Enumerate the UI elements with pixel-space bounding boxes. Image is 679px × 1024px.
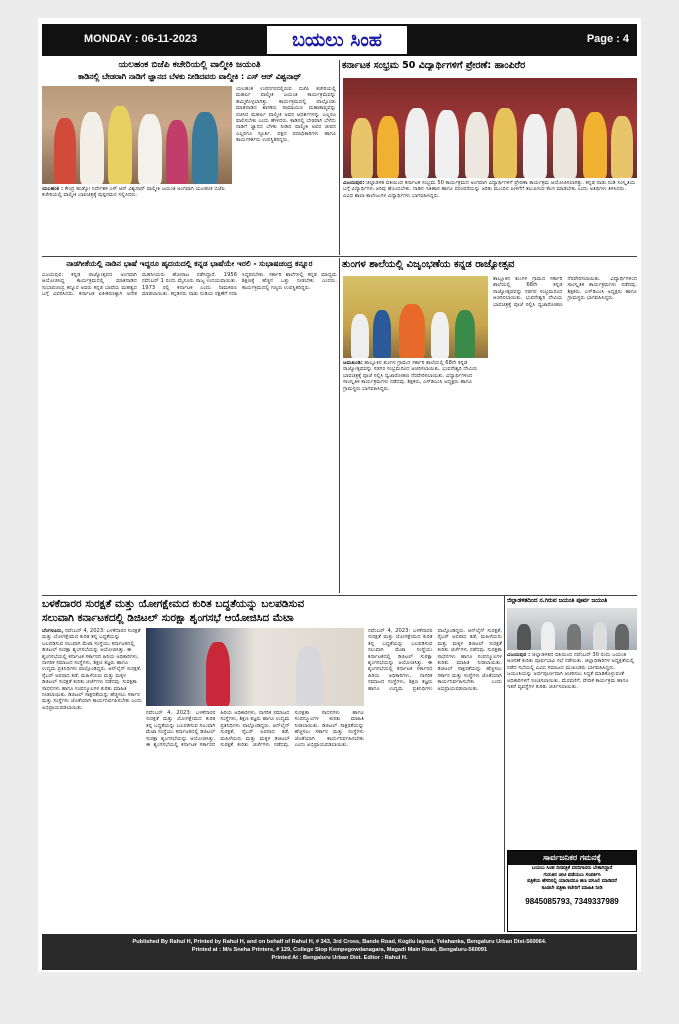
- notice-line-2: ಗುರುತಿನ ಚೀಟಿ ಪಡೆಯಲು ಸಂಪರ್ಕಿಸಿ: [543, 872, 601, 878]
- article6-headline: ಜಿಲ್ಲಾಡಳಿತದಿಂದ ನ.ಗಿರುವ ಜಯಂತಿ ಪೂರ್ವ ಜಯಂತಿ: [507, 598, 608, 604]
- newspaper-title: ಬಯಲು ಸಿಂಹ: [267, 26, 407, 54]
- notice-line-1: ಬಯಲು ಸಿಂಹ ದಿನಪತ್ರಿಕೆ ವರದಿಗಾರರು ಬೇಕಾಗಿದ್ದಾರೆ: [531, 866, 613, 871]
- article4-headline: ತುಂಗಳ ಶಾಲೆಯಲ್ಲಿ ವಿಜೃಂಭಣೆಯ ಕನ್ನಡ ರಾಜ್ಯೋತ್ಸವ: [342, 259, 515, 270]
- column-divider: [504, 596, 505, 932]
- article1-headline-1: ಯಲಹಂಕ ಬಿಜೆಪಿ ಕಚೇರಿಯಲ್ಲಿ ವಾಲ್ಮೀಕಿ ಜಯಂತಿ: [118, 60, 261, 70]
- article2-headline: ಕರ್ನಾಟಕ ಸಂಭ್ರಮ 50 ವಿದ್ಯಾರ್ಥಿಗಳಿಗೆ ಪ್ರೇರಣೆ: ಹಾಂಪಿರೆರ: [342, 60, 526, 71]
- article2-photo: [343, 78, 637, 178]
- article1-body: ಯಲಹಂಕ ಉಪನಗರದಲ್ಲಿರುವ ಬಿಜೆಪಿ ಕಚೇರಿಯಲ್ಲಿ ಮಹರ್ಷಿ ವಾಲ್ಮೀಕಿ ಜಯಂತಿ ಕಾರ್ಯಕ್ರಮವನ್ನು ಹಮ್ಮಿಕೊಳ್ಳಲಾಗಿತ್ತು. ಕಾರ್ಯಕ್ರಮದಲ್ಲಿ ಪಾಲ್ಗೊಂಡು ಮಾತನಾಡಿದ ಶಾಸಕರು ರಾಮಾಯಣ ಮಹಾಕಾವ್ಯವನ್ನು ರಚಿಸಿದ ಮಹರ್ಷಿ ವಾಲ್ಮೀಕಿ ಅವರ ಆದರ್ಶಗಳನ್ನು ಎಲ್ಲರೂ ಪಾಲಿಸಬೇಕು ಎಂದು ಹೇಳಿದರು. ಕಾಡಿನಲ್ಲಿ ಬೇಡರಾಗಿ ಬೆಳೆದು ನಾಡಿಗೆ ಜ್ಞಾನದ ಬೆಳಕು ನೀಡಿದ ವಾಲ್ಮೀಕಿ ಅವರ ಜೀವನ ಎಲ್ಲರಿಗೂ ಸ್ಫೂರ್ತಿ. ಪಕ್ಷದ ಪದಾಧಿಕಾರಿಗಳು ಹಾಗೂ ಕಾರ್ಯಕರ್ತರು ಉಪಸ್ಥಿತರಿದ್ದರು.: [236, 86, 336, 144]
- article6-photo: [507, 608, 637, 650]
- article5-headline-1: ಬಳಕೆದಾರರ ಸುರಕ್ಷತೆ ಮತ್ತು ಯೋಗಕ್ಷೇಮದ ಕುರಿತ ಬದ್ಧತೆಯನ್ನು ಬಲಪಡಿಸುವ: [42, 598, 305, 610]
- imprint-line-2: Printed at : M/s Sneha Printers, # 129, College Stop Kempegowdanagara, Magadi Main Road, Bengaluru-560091: [191, 947, 488, 953]
- notice-line-3: ಪತ್ರಿಕೆಯ ಹೆಸರಿನಲ್ಲಿ ಯಾರಾದರೂ ಹಣ ವಸೂಲಿ ಮಾಡಿದರೆ: [527, 879, 617, 885]
- notice-line-4: ಕೂಡಲೇ ಪತ್ರಿಕಾ ಕಚೇರಿಗೆ ಮಾಹಿತಿ ನೀಡಿ: [541, 885, 603, 891]
- article6-body-wrap: [507, 652, 637, 850]
- imprint-line-3: Printed At : Bengaluru Urban Dist. Editor : Rahul H.: [271, 955, 408, 961]
- caption-lead: ವಿಜಯಪುರ:: [343, 180, 365, 186]
- caption-lead: ವಿಜಯಪುರ :: [507, 652, 531, 658]
- page-number: Page : 4: [586, 33, 629, 45]
- article5-body-wrap: [42, 628, 142, 928]
- masthead: [42, 24, 637, 56]
- newspaper-page: [38, 18, 641, 972]
- article5-photo: [146, 628, 364, 706]
- caption-text: ಕೇಂದ್ರ ಹುಡ್ಕೋ ನಿರ್ದೇಶಕ ಎಸ್ ಆರ್ ವಿಶ್ವನಾಥ್ ವಾಲ್ಮೀಕಿ ಜಯಂತಿ ಅಂಗವಾಗಿ ಯಲಹಂಕ ಬಿಜೆಪಿ ಕಚೇರಿಯಲ್ಲಿ ವಾಲ್ಮೀಕಿ ಭಾವಚಿತ್ರಕ್ಕೆ ಪುಷ್ಪನಮನ ಸಲ್ಲಿಸಿದರು.: [42, 186, 225, 199]
- article4-continued: ತಾಲ್ಲೂಕಿನ ತುಂಗಳ ಗ್ರಾಮದ ಸರ್ಕಾರಿ ಶಾಲೆಯಲ್ಲಿ 68ನೇ ಕನ್ನಡ ರಾಜ್ಯೋತ್ಸವವನ್ನು ಸಡಗರ ಸಂಭ್ರಮದಿಂದ ಆಚರಿಸಲಾಯಿತು. ಭುವನೇಶ್ವರಿ ದೇವಿಯ ಭಾವಚಿತ್ರಕ್ಕೆ ಪೂಜೆ ಸಲ್ಲಿಸಿ ಧ್ವಜಾರೋಹಣ ನೆರವೇರಿಸಲಾಯಿತು. ವಿದ್ಯಾರ್ಥಿಗಳಿಂದ ಸಾಂಸ್ಕೃತಿಕ ಕಾರ್ಯಕ್ರಮಗಳು ನಡೆದವು. ಶಿಕ್ಷಕರು, ಎಸ್‌ಡಿಎಂಸಿ ಅಧ್ಯಕ್ಷರು ಹಾಗೂ ಗ್ರಾಮಸ್ಥರು ಭಾಗವಹಿಸಿದ್ದರು.: [493, 276, 637, 308]
- article1-caption: [42, 186, 232, 251]
- dateline: ಬೆಂಗಳೂರು,: [42, 628, 64, 634]
- public-notice-box: [507, 850, 637, 932]
- article3-headline: ನಾಡಗೀತೆಯಲ್ಲಿ ನಾಡಿನ ಭಾಷೆ ಇದ್ದರೂ ಹೃದಯದಲ್ಲಿ ಕನ್ನಡ ಭಾಷೆಯೇ ಇರಲಿ - ಸುಭಾಷಚಂದ್ರ ಕನ್ನೂರ: [66, 259, 313, 268]
- notice-title: ಸಾರ್ವಜನಿಕರ ಗಮನಕ್ಕೆ: [508, 851, 636, 865]
- imprint-line-1: Published By Rahul H, Printed by Rahul H, and on behalf of Rahul H, # 343, 3rd Cross, Bande Road, Kogilu layout, Yelahanka, Bengaluru Urban Dist-560064.: [132, 939, 547, 945]
- article2-body-wrap: [343, 180, 637, 254]
- article5-body: ನವೆಂಬರ್ 4, 2023: ಬಳಕೆದಾರರ ಸುರಕ್ಷತೆ ಮತ್ತು ಯೋಗಕ್ಷೇಮದ ಕುರಿತ ತನ್ನ ಬದ್ಧತೆಯನ್ನು ಬಲಪಡಿಸುವ ಸಲುವಾಗಿ ಮೆಟಾ ಸಂಸ್ಥೆಯು ಕರ್ನಾಟಕದಲ್ಲಿ ಡಿಜಿಟಲ್ ಸುರಕ್ಷಾ ಶೃಂಗಸಭೆಯನ್ನು ಆಯೋಜಿಸಿತ್ತು. ಈ ಶೃಂಗಸಭೆಯಲ್ಲಿ ಕರ್ನಾಟಕ ಸರ್ಕಾರದ ಹಿರಿಯ ಅಧಿಕಾರಿಗಳು, ನಾಗರಿಕ ಸಮಾಜದ ಸಂಸ್ಥೆಗಳು, ಶಿಕ್ಷಣ ತಜ್ಞರು ಹಾಗೂ ಉದ್ಯಮ ಪ್ರತಿನಿಧಿಗಳು ಪಾಲ್ಗೊಂಡಿದ್ದರು. ಆನ್‌ಲೈನ್ ಸುರಕ್ಷತೆ, ಸೈಬರ್ ಅಪರಾಧ ತಡೆ, ಮಹಿಳೆಯರು ಮತ್ತು ಮಕ್ಕಳ ಡಿಜಿಟಲ್ ಸುರಕ್ಷತೆ ಕುರಿತು ಚರ್ಚೆಗಳು ನಡೆದವು. ಸುರಕ್ಷತಾ ಸಾಧನಗಳು ಹಾಗೂ ಸಂಪನ್ಮೂಲಗಳ ಕುರಿತು ಮಾಹಿತಿ ನೀಡಲಾಯಿತು. ಡಿಜಿಟಲ್ ಸಾಕ್ಷರತೆಯನ್ನು ಹೆಚ್ಚಿಸಲು ಸರ್ಕಾರ ಮತ್ತು ಸಂಸ್ಥೆಗಳು ಜೊತೆಯಾಗಿ ಕಾರ್ಯನಿರ್ವಹಿಸಬೇಕು ಎಂದು ಅಭಿಪ್ರಾಯಪಡಲಾಯಿತು.: [42, 628, 142, 711]
- section-divider: [42, 595, 637, 596]
- article3-body: ವಿಜಯಪುರ: ಕನ್ನಡ ರಾಜ್ಯೋತ್ಸವದ ಅಂಗವಾಗಿ ಆಯೋಜಿಸಿದ್ದ ಕಾರ್ಯಕ್ರಮದಲ್ಲಿ ಮಾತನಾಡಿದ ಸುಭಾಷಚಂದ್ರ ಕನ್ನೂರ ಅವರು ಕನ್ನಡ ಭಾಷೆಯ ಮಹತ್ವದ ಬಗ್ಗೆ ವಿವರಿಸಿದರು. ಕರ್ನಾಟಕ ಏಕೀಕರಣಕ್ಕಾಗಿ ಅನೇಕ ಮಹನೀಯರು ಹೋರಾಟ ನಡೆಸಿದ್ದಾರೆ. 1956 ನವೆಂಬರ್ 1 ರಂದು ಮೈಸೂರು ರಾಜ್ಯ ಉದಯವಾಯಿತು. 1973 ರಲ್ಲಿ ಕರ್ನಾಟಕ ಎಂದು ನಾಮಕರಣ ಮಾಡಲಾಯಿತು. ಕನ್ನಡಿಗರು ನಾಡು ನುಡಿಯ ರಕ್ಷಣೆಗೆ ಸದಾ ಸಿದ್ಧರಿರಬೇಕು. ಸರ್ಕಾರಿ ಶಾಲೆಗಳಲ್ಲಿ ಕನ್ನಡ ಮಾಧ್ಯಮ ಶಿಕ್ಷಣಕ್ಕೆ ಹೆಚ್ಚಿನ ಒತ್ತು ನೀಡಬೇಕು ಎಂದರು. ಕಾರ್ಯಕ್ರಮದಲ್ಲಿ ಗಣ್ಯರು ಉಪಸ್ಥಿತರಿದ್ದರು.: [42, 272, 337, 298]
- article5-continued: ನವೆಂಬರ್ 4, 2023: ಬಳಕೆದಾರರ ಸುರಕ್ಷತೆ ಮತ್ತು ಯೋಗಕ್ಷೇಮದ ಕುರಿತ ತನ್ನ ಬದ್ಧತೆಯನ್ನು ಬಲಪಡಿಸುವ ಸಲುವಾಗಿ ಮೆಟಾ ಸಂಸ್ಥೆಯು ಕರ್ನಾಟಕದಲ್ಲಿ ಡಿಜಿಟಲ್ ಸುರಕ್ಷಾ ಶೃಂಗಸಭೆಯನ್ನು ಆಯೋಜಿಸಿತ್ತು. ಈ ಶೃಂಗಸಭೆಯಲ್ಲಿ ಕರ್ನಾಟಕ ಸರ್ಕಾರದ ಹಿರಿಯ ಅಧಿಕಾರಿಗಳು, ನಾಗರಿಕ ಸಮಾಜದ ಸಂಸ್ಥೆಗಳು, ಶಿಕ್ಷಣ ತಜ್ಞರು ಹಾಗೂ ಉದ್ಯಮ ಪ್ರತಿನಿಧಿಗಳು ಪಾಲ್ಗೊಂಡಿದ್ದರು. ಆನ್‌ಲೈನ್ ಸುರಕ್ಷತೆ, ಸೈಬರ್ ಅಪರಾಧ ತಡೆ, ಮಹಿಳೆಯರು ಮತ್ತು ಮಕ್ಕಳ ಡಿಜಿಟಲ್ ಸುರಕ್ಷತೆ ಕುರಿತು ಚರ್ಚೆಗಳು ನಡೆದವು. ಸುರಕ್ಷತಾ ಸಾಧನಗಳು ಹಾಗೂ ಸಂಪನ್ಮೂಲಗಳ ಕುರಿತು ಮಾಹಿತಿ ನೀಡಲಾಯಿತು. ಡಿಜಿಟಲ್ ಸಾಕ್ಷರತೆಯನ್ನು ಹೆಚ್ಚಿಸಲು ಸರ್ಕಾರ ಮತ್ತು ಸಂಸ್ಥೆಗಳು ಜೊತೆಯಾಗಿ ಕಾರ್ಯನಿರ್ವಹಿಸಬೇಕು ಎಂದು ಅಭಿಪ್ರಾಯಪಡಲಾಯಿತು.: [146, 710, 364, 749]
- column-divider: [339, 258, 340, 593]
- article1-photo: [42, 86, 232, 184]
- caption-lead: ಜಮಖಂಡಿ:: [343, 360, 363, 366]
- caption-lead: ಯಲಹಂಕ :: [42, 186, 64, 192]
- article2-body: ಜಿಲ್ಲಾಡಳಿತ ವತಿಯಿಂದ ಕರ್ನಾಟಕ ಸಂಭ್ರಮ 50 ಕಾರ್ಯಕ್ರಮದ ಅಂಗವಾಗಿ ವಿದ್ಯಾರ್ಥಿಗಳಿಗೆ ಪ್ರೇರಣಾ ಕಾರ್ಯಕ್ರಮ ಆಯೋಜಿಸಲಾಗಿತ್ತು. ಕನ್ನಡ ನಾಡು ನುಡಿ ಸಂಸ್ಕೃತಿಯ ಬಗ್ಗೆ ವಿದ್ಯಾರ್ಥಿಗಳು ಅರಿವು ಹೊಂದಬೇಕು. ನಾಡಿನ ಇತಿಹಾಸ ಹಾಗೂ ಪರಂಪರೆಯನ್ನು ಅರಿತು ಮುಂದಿನ ಪೀಳಿಗೆಗೆ ತಲುಪಿಸುವ ಕೆಲಸ ಮಾಡಬೇಕು ಎಂದು ಅತಿಥಿಗಳು ತಿಳಿಸಿದರು. ವಿವಿಧ ಶಾಲಾ ಕಾಲೇಜುಗಳ ವಿದ್ಯಾರ್ಥಿಗಳು ಭಾಗವಹಿಸಿದ್ದರು.: [343, 180, 636, 199]
- article5-headline-2: ಸಲುವಾಗಿ ಕರ್ನಾಟಕದಲ್ಲಿ ಡಿಜಿಟಲ್ ಸುರಕ್ಷಾ ಶೃಂಗಸಭೆ ಆಯೋಜಿಸಿದ ಮೆಟಾ: [42, 612, 294, 624]
- article5-continued-2: ನವೆಂಬರ್ 4, 2023: ಬಳಕೆದಾರರ ಸುರಕ್ಷತೆ ಮತ್ತು ಯೋಗಕ್ಷೇಮದ ಕುರಿತ ತನ್ನ ಬದ್ಧತೆಯನ್ನು ಬಲಪಡಿಸುವ ಸಲುವಾಗಿ ಮೆಟಾ ಸಂಸ್ಥೆಯು ಕರ್ನಾಟಕದಲ್ಲಿ ಡಿಜಿಟಲ್ ಸುರಕ್ಷಾ ಶೃಂಗಸಭೆಯನ್ನು ಆಯೋಜಿಸಿತ್ತು. ಈ ಶೃಂಗಸಭೆಯಲ್ಲಿ ಕರ್ನಾಟಕ ಸರ್ಕಾರದ ಹಿರಿಯ ಅಧಿಕಾರಿಗಳು, ನಾಗರಿಕ ಸಮಾಜದ ಸಂಸ್ಥೆಗಳು, ಶಿಕ್ಷಣ ತಜ್ಞರು ಹಾಗೂ ಉದ್ಯಮ ಪ್ರತಿನಿಧಿಗಳು ಪಾಲ್ಗೊಂಡಿದ್ದರು. ಆನ್‌ಲೈನ್ ಸುರಕ್ಷತೆ, ಸೈಬರ್ ಅಪರಾಧ ತಡೆ, ಮಹಿಳೆಯರು ಮತ್ತು ಮಕ್ಕಳ ಡಿಜಿಟಲ್ ಸುರಕ್ಷತೆ ಕುರಿತು ಚರ್ಚೆಗಳು ನಡೆದವು. ಸುರಕ್ಷತಾ ಸಾಧನಗಳು ಹಾಗೂ ಸಂಪನ್ಮೂಲಗಳ ಕುರಿತು ಮಾಹಿತಿ ನೀಡಲಾಯಿತು. ಡಿಜಿಟಲ್ ಸಾಕ್ಷರತೆಯನ್ನು ಹೆಚ್ಚಿಸಲು ಸರ್ಕಾರ ಮತ್ತು ಸಂಸ್ಥೆಗಳು ಜೊತೆಯಾಗಿ ಕಾರ್ಯನಿರ್ವಹಿಸಬೇಕು ಎಂದು ಅಭಿಪ್ರಾಯಪಡಲಾಯಿತು.: [368, 628, 502, 692]
- column-divider: [339, 60, 340, 255]
- section-divider: [42, 256, 637, 257]
- imprint-footer: [42, 934, 637, 970]
- article1-headline-2: ಕಾಡಿನಲ್ಲಿ ಬೇಡರಾಗಿ ನಾಡಿಗೆ ಜ್ಞಾನದ ಬೆಳಕು ನೀಡಿದವರು ವಾಲ್ಮೀಕಿ : ಎಸ್ ಆರ್ ವಿಶ್ವನಾಥ್: [77, 72, 302, 81]
- issue-date: MONDAY : 06-11-2023: [84, 33, 198, 45]
- notice-phone: 9845085793, 7349337989: [525, 897, 619, 907]
- article6-body: ಜಿಲ್ಲಾಡಳಿತದ ವತಿಯಿಂದ ನವೆಂಬರ್ 30 ರಂದು ಜಯಂತಿ ಆಚರಣೆ ಕುರಿತು ಪೂರ್ವಭಾವಿ ಸಭೆ ನಡೆಯಿತು. ಜಿಲ್ಲಾಧಿಕಾರಿಗಳ ಅಧ್ಯಕ್ಷತೆಯಲ್ಲಿ ನಡೆದ ಸಭೆಯಲ್ಲಿ ವಿವಿಧ ಸಮಾಜದ ಮುಖಂಡರು ಭಾಗವಹಿಸಿದ್ದರು. ಜಯಂತಿಯನ್ನು ಅರ್ಥಪೂರ್ಣವಾಗಿ ಆಚರಿಸಲು ಸಿದ್ಧತೆ ಮಾಡಿಕೊಳ್ಳುವಂತೆ ಅಧಿಕಾರಿಗಳಿಗೆ ಸೂಚಿಸಲಾಯಿತು. ಮೆರವಣಿಗೆ, ವೇದಿಕೆ ಕಾರ್ಯಕ್ರಮ ಹಾಗೂ ಇತರೆ ವ್ಯವಸ್ಥೆಗಳ ಕುರಿತು ಚರ್ಚಿಸಲಾಯಿತು.: [507, 652, 635, 691]
- article4-body-wrap: [343, 360, 488, 592]
- article4-photo: [343, 276, 488, 358]
- article4-body: ತಾಲ್ಲೂಕಿನ ತುಂಗಳ ಗ್ರಾಮದ ಸರ್ಕಾರಿ ಶಾಲೆಯಲ್ಲಿ 68ನೇ ಕನ್ನಡ ರಾಜ್ಯೋತ್ಸವವನ್ನು ಸಡಗರ ಸಂಭ್ರಮದಿಂದ ಆಚರಿಸಲಾಯಿತು. ಭುವನೇಶ್ವರಿ ದೇವಿಯ ಭಾವಚಿತ್ರಕ್ಕೆ ಪೂಜೆ ಸಲ್ಲಿಸಿ ಧ್ವಜಾರೋಹಣ ನೆರವೇರಿಸಲಾಯಿತು. ವಿದ್ಯಾರ್ಥಿಗಳಿಂದ ಸಾಂಸ್ಕೃತಿಕ ಕಾರ್ಯಕ್ರಮಗಳು ನಡೆದವು. ಶಿಕ್ಷಕರು, ಎಸ್‌ಡಿಎಂಸಿ ಅಧ್ಯಕ್ಷರು ಹಾಗೂ ಗ್ರಾಮಸ್ಥರು ಭಾಗವಹಿಸಿದ್ದರು.: [343, 360, 478, 392]
